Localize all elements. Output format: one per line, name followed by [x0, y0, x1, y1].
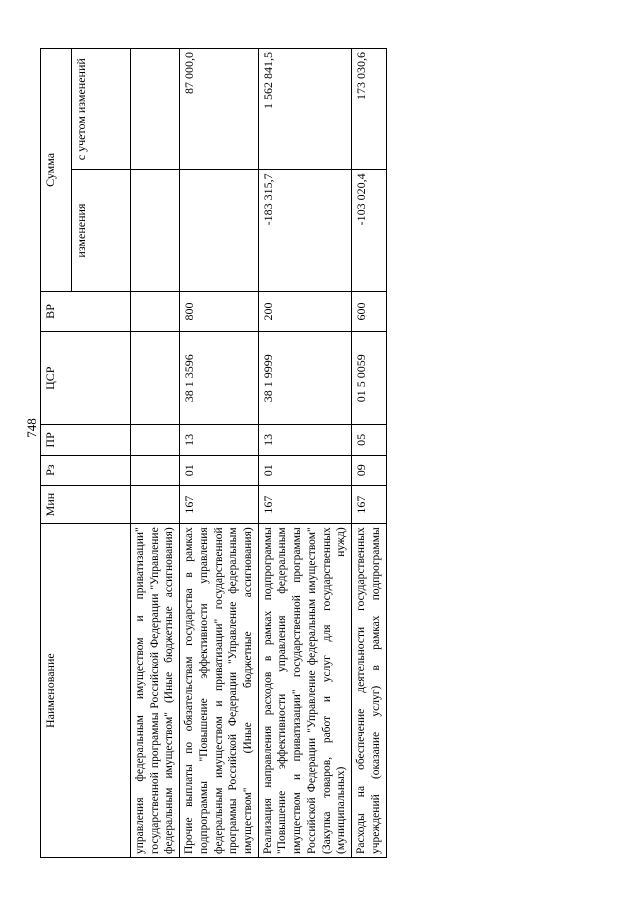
column-header-changes: изменения	[72, 169, 131, 290]
column-header-name: Наименование	[41, 523, 131, 857]
column-header-pr: ПР	[41, 424, 131, 454]
cell-rz	[131, 455, 180, 485]
cell-pr: 13	[180, 424, 259, 454]
cell-changes	[180, 169, 259, 290]
cell-pr	[131, 424, 180, 454]
column-header-rz: Рз	[41, 455, 131, 485]
table-header-row-1	[41, 48, 72, 857]
rotated-table-wrapper	[40, 48, 600, 858]
cell-csr: 01 5 0059	[352, 331, 386, 424]
cell-vr: 800	[180, 291, 259, 331]
cell-name: Реализация направления расходов в рамках подпрограммы "Повышение эффективности управления федеральным имуществом и приватизации" государственной программы Российской Федерации "Управление федеральным имуществом" (Закупка товаров, работ и услуг для государственных (муниципальных) нужд)	[258, 523, 351, 857]
cell-with-changes: 173 030,6	[352, 48, 386, 169]
table-row	[131, 48, 180, 857]
cell-changes: -103 020,4	[352, 169, 386, 290]
column-header-csr: ЦСР	[41, 331, 131, 424]
cell-min	[131, 485, 180, 523]
cell-min: 167	[180, 485, 259, 523]
table-row	[258, 48, 351, 857]
cell-name: Прочие выплаты по обязательствам государства в рамках подпрограммы "Повышение эффективности управления федеральным имуществом и приватизации" государственной программы Российской Федерации "Управление федеральным имуществом" (Иные бюджетные ассигнования)	[180, 523, 259, 857]
cell-with-changes: 87 000,0	[180, 48, 259, 169]
cell-with-changes: 1 562 841,5	[258, 48, 351, 169]
column-header-min: Мин	[41, 485, 131, 523]
cell-min: 167	[258, 485, 351, 523]
cell-csr	[131, 331, 180, 424]
cell-pr: 05	[352, 424, 386, 454]
column-header-vr: ВР	[41, 291, 131, 331]
cell-changes	[131, 169, 180, 290]
column-header-with-changes: с учетом изменений	[72, 48, 131, 169]
cell-csr: 38 1 3596	[180, 331, 259, 424]
cell-vr: 600	[352, 291, 386, 331]
cell-rz: 01	[258, 455, 351, 485]
table-row	[180, 48, 259, 857]
cell-csr: 38 1 9999	[258, 331, 351, 424]
cell-pr: 13	[258, 424, 351, 454]
cell-name: управления федеральным имуществом и приватизации" государственной программы Российской Федерации "Управление федеральным имуществом" (Иные бюджетные ассигнования)	[131, 523, 180, 857]
cell-with-changes	[131, 48, 180, 169]
cell-rz: 01	[180, 455, 259, 485]
cell-changes: -183 315,7	[258, 169, 351, 290]
column-header-sum-group: Сумма	[41, 48, 72, 291]
page-number: 748	[23, 418, 39, 438]
cell-vr	[131, 291, 180, 331]
table-row	[352, 48, 386, 857]
cell-rz: 09	[352, 455, 386, 485]
table-body	[131, 48, 387, 857]
cell-min: 167	[352, 485, 386, 523]
cell-vr: 200	[258, 291, 351, 331]
budget-table	[40, 48, 387, 858]
cell-name: Расходы на обеспечение деятельности государственных учреждений (оказание услуг) в рамках подпрограммы	[352, 523, 386, 857]
